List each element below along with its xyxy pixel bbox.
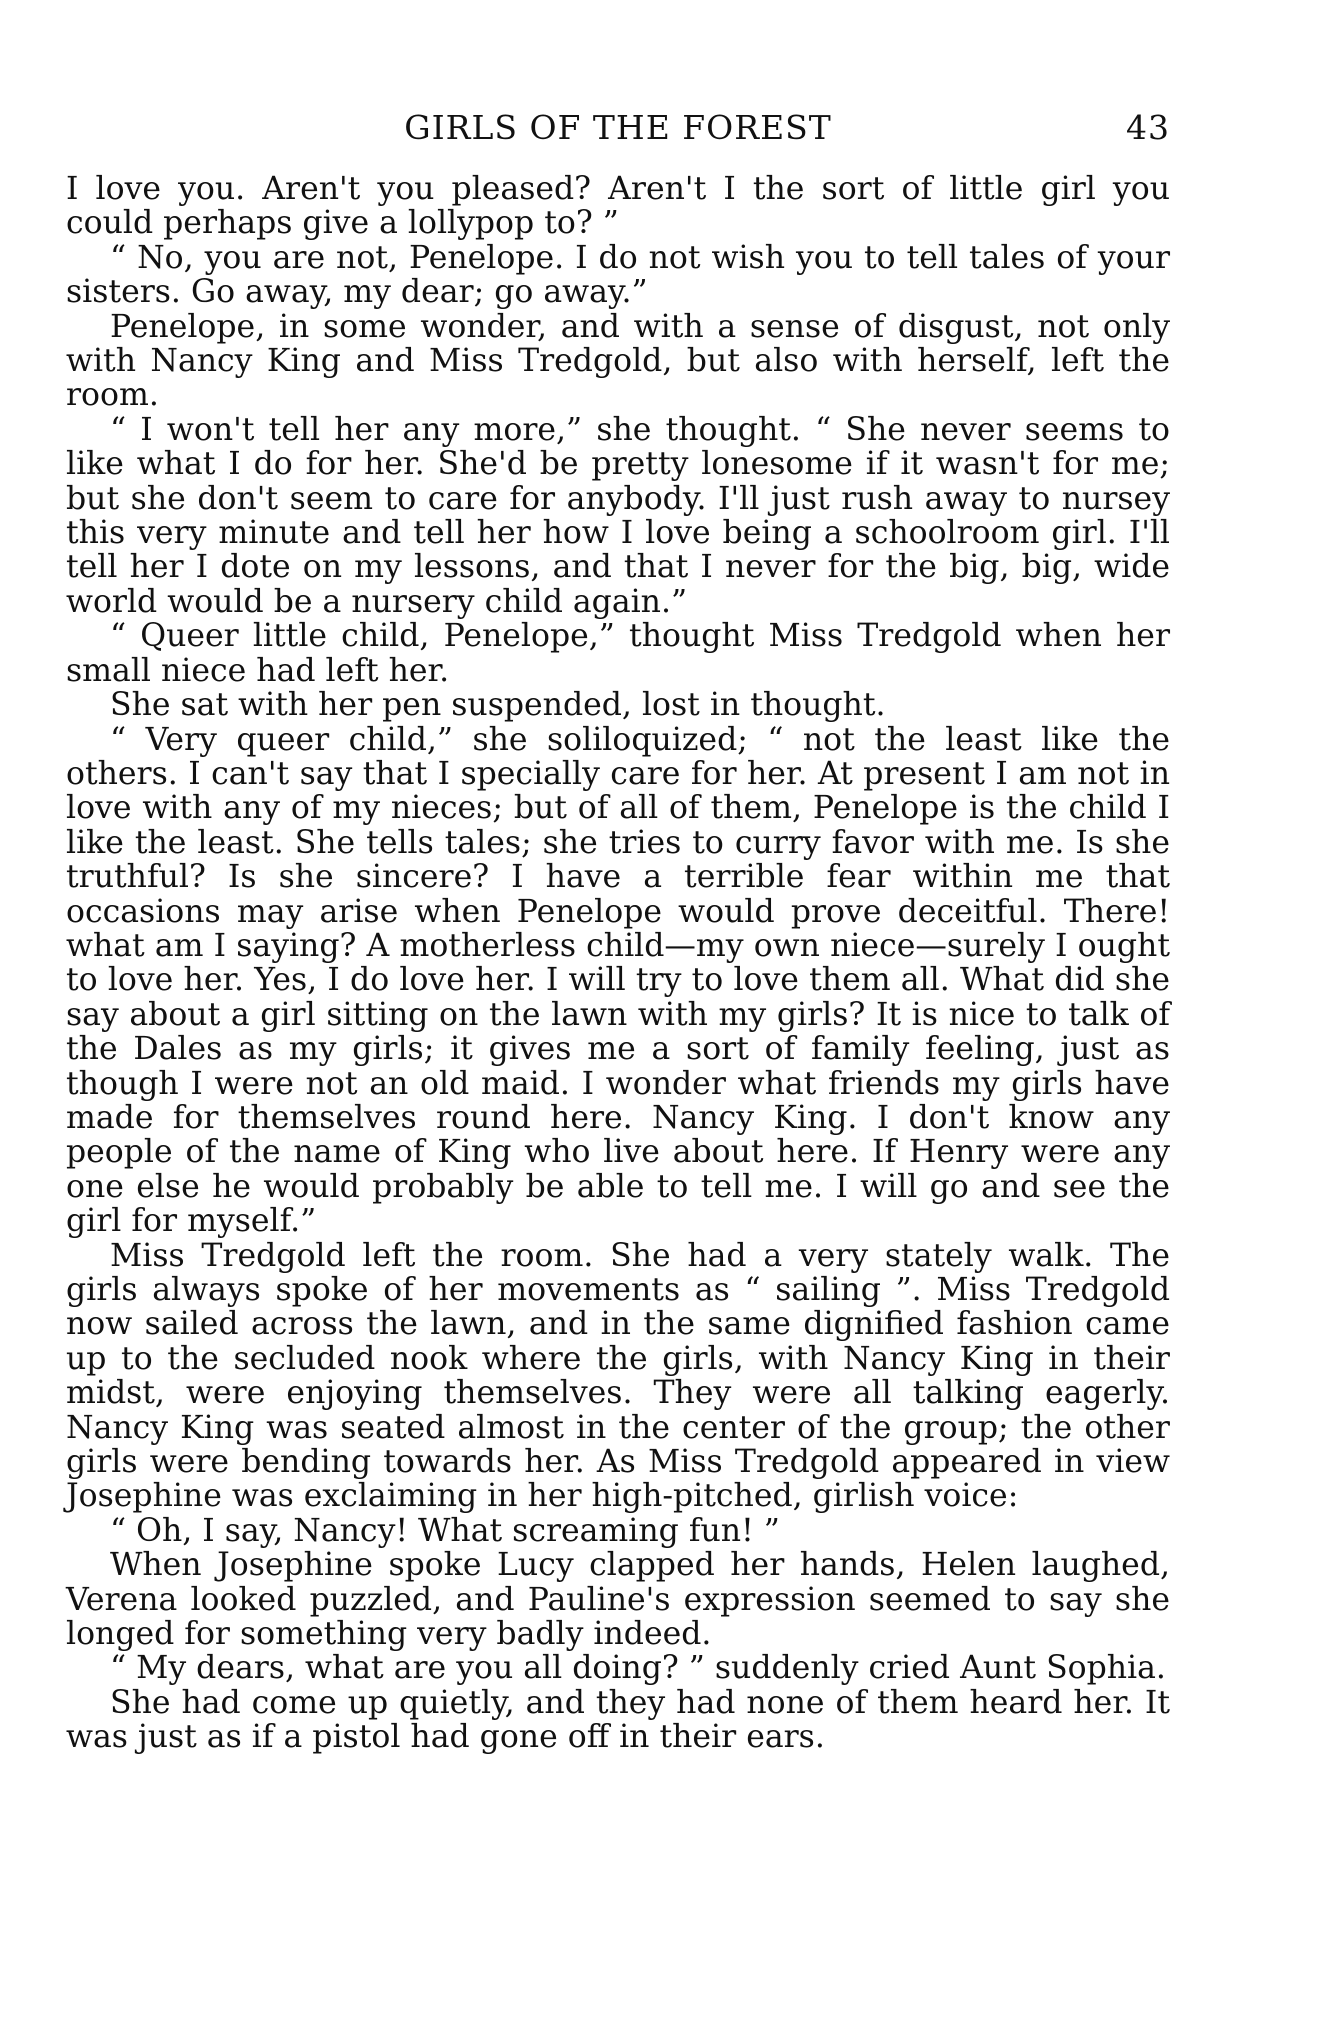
paragraph: She had come up quietly, and they had none of them heard her. It was just as if a pistol had gone off in their ears. [66,1684,1170,1756]
paragraph: When Josephine spoke Lucy clapped her hands, Helen laughed, Verena looked puzzled, and Pauline's expression seemed to say she longed for something very badly indeed. [66,1547,1170,1653]
paragraph: “ Queer little child, Penelope,” thought Miss Tredgold when her small niece had left her. [66,618,1170,689]
paragraph: “ My dears, what are you all doing? ” suddenly cried Aunt Sophia. [110,1650,1166,1687]
page-number: 43 [1126,108,1170,147]
paragraph: “ Very queer child,” she soliloquized; “ not the least like the others. I can't say that I specially care for her. At present I am not in love with any of my nieces; but of all of them, Penelope is the child I like the least. She tells tales; she tries to curry favor with me. Is she truthful? Is she sincere? I have a terrible fear within me that occasions may arise when Penelope would prove deceitful. There! what am I saying? A motherless child—my own niece—surely I ought to love her. Yes, I do love her. I will try to love them all. What did she say about a girl sitting on the lawn with my girls? It is nice to talk of the Dales as my girls; it gives me a sort of family feeling, just as though I were not an old maid. I wonder what friends my girls have made for themselves round here. Nancy King. I don't know any people of the name of King who live about here. If Henry were any one else he would probably be able to tell me. I will go and see the girl for myself.” [66,721,1170,1240]
paragraph: Miss Tredgold left the room. She had a very stately walk. The girls always spoke of her movements as “ sailing ”. Miss Tredgold now sailed across the lawn, and in the same dignified fashion came up to the secluded nook where the girls, with Nancy King in their midst, were enjoying themselves. They were all talking eagerly. Nancy King was seated almost in the center of the group; the other girls were bending towards her. As Miss Tredgold appeared in view Josephine was exclaiming in her high-pitched, girlish voice: [66,1237,1170,1515]
paragraph: I love you. Aren't you pleased? Aren't I the sort of little girl you could perhaps give a lollypop to? ” [66,171,1170,242]
running-title: GIRLS OF THE FOREST [404,108,832,147]
paragraph: “ Oh, I say, Nancy! What screaming fun! ” [110,1512,780,1549]
running-head [66,108,1170,148]
paragraph: “ I won't tell her any more,” she thought. “ She never seems to like what I do for her. She'd be pretty lonesome if it wasn't for me; but she don't seem to care for anybody. I'll just rush away to nursey this very minute and tell her how I love being a schoolroom girl. I'll tell her I dote on my lessons, and that I never for the big, big, wide world would be a nursery child again.” [66,411,1170,620]
paragraph: She sat with her pen suspended, lost in thought. [110,687,886,724]
paragraph: “ No, you are not, Penelope. I do not wish you to tell tales of your sisters. Go away, my dear; go away.” [66,239,1170,311]
text-body [66,172,1170,1755]
paragraph: Penelope, in some wonder, and with a sense of disgust, not only with Nancy King and Miss Tredgold, but also with herself, left the room. [66,308,1170,414]
